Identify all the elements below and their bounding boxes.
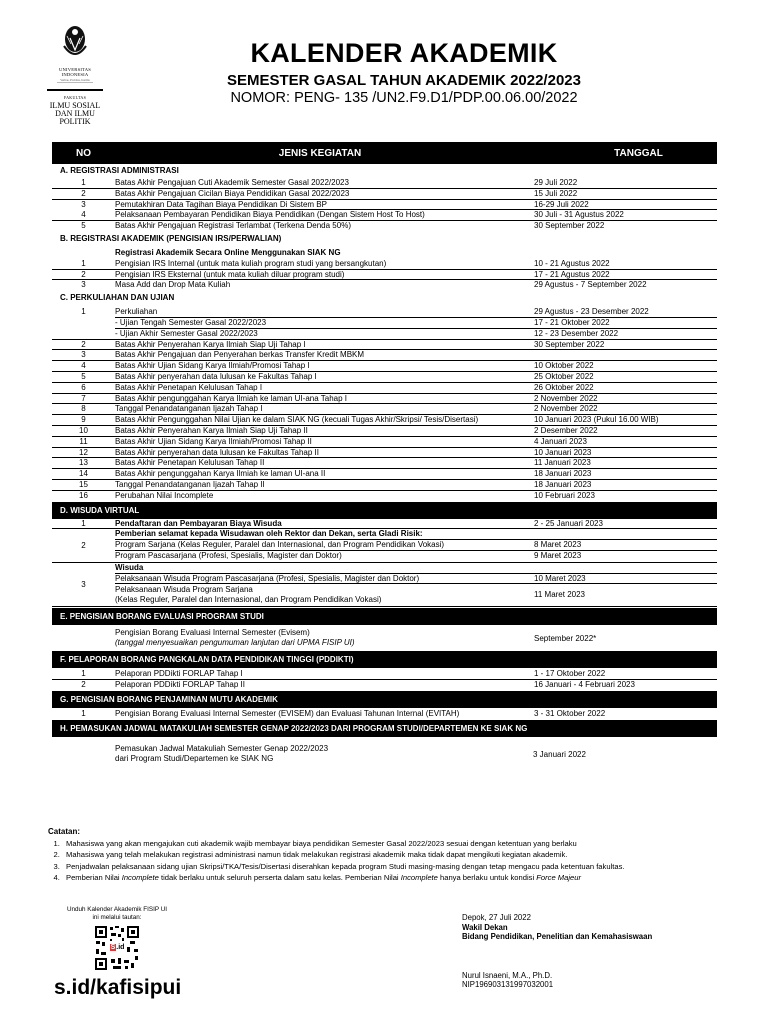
notes-title: Catatan: [48, 827, 81, 836]
table-row: 1 Pelaporan PDDikti FORLAP Tahap I 1 - 17 Oktober 2022 [52, 669, 717, 680]
faculty-name: ILMU SOSIAL DAN ILMU POLITIK [49, 100, 101, 126]
table-row: 13 Batas Akhir Penetapan Kelulusan Tahap II 11 Januari 2023 [52, 458, 717, 469]
page-title: KALENDER AKADEMIK [250, 38, 558, 68]
table-row: 1 Pengisian IRS Internal (untuk mata kuliah program studi yang bersangkutan) 10 - 21 Agustus 2022 [52, 259, 717, 270]
table-row: 2 Pengisian IRS Eksternal (untuk mata kuliah diluar program studi) 17 - 21 Agustus 2022 [52, 270, 717, 281]
table-row: 3 Pemutakhiran Data Tagihan Biaya Pendidikan Di Sistem BP 16-29 Juli 2022 [52, 200, 717, 211]
table-row: 2 Pelaporan PDDikti FORLAP Tahap II 16 Januari - 4 Februari 2023 [81, 680, 635, 690]
university-name: UNIVERSITAS INDONESIA [59, 67, 91, 77]
page-subtitle: SEMESTER GASAL TAHUN AKADEMIK 2022/2023 [227, 72, 581, 89]
table-row: 16 Perubahan Nilai Incomplete 10 Februari 2023 [79, 490, 595, 500]
wisuda-item-3-group: 3 Wisuda Pelaksanaan Wisuda Program Pascasarjana (Profesi, Spesialis, Magister dan Doktor) 10 Maret 2023 Pelaksanaan Wisuda Program Sarjana (Kelas Reguler, Paralel dan Internasional, dan Program Pendidikan Vokasi) 11 Maret 2023 [52, 563, 717, 608]
table-row: 6 Batas Akhir Penetapan Kelulusan Tahap I 26 Oktober 2022 [52, 383, 717, 394]
section-b-title: B. REGISTRASI AKADEMIK (PENGISIAN IRS/PERWALIAN) [60, 233, 282, 243]
table-row: Program Sarjana (Kelas Reguler, Paralel dan Internasional, dan Program Pendidikan Vokasi) 8 Maret 2023 [115, 540, 717, 551]
note-item: 4. Pemberian Nilai Incomplete tidak berlaku untuk seluruh perserta dalam satu kelas. Pemberian Nilai Incomplete hanya berlaku untuk kondisi Force Majeur [62, 872, 738, 884]
table-row: 14 Batas Akhir pengunggahan Karya Ilmiah ke laman UI-ana II 18 Januari 2023 [52, 469, 717, 480]
table-row: 5 Batas Akhir penyerahan data lulusan ke Fakultas Tahap I 25 Oktober 2022 [52, 372, 717, 383]
table-row: 12 Batas Akhir penyerahan data lulusan ke Fakultas Tahap II 10 Januari 2023 [52, 448, 717, 459]
section-a-title: A. REGISTRASI ADMINISTRASI [60, 166, 179, 175]
table-row: 4 Batas Akhir Ujian Sidang Karya Ilmiah/Promosi Tahap I 10 Oktober 2022 [52, 361, 717, 372]
university-motto: Veritas, Probitas, Iustitia [57, 78, 93, 83]
signer-name: Nurul Isnaeni, M.A., Ph.D. [462, 970, 553, 980]
section-c-title: C. PERKULIAHAN DAN UJIAN [60, 293, 175, 303]
signature-block [462, 913, 652, 990]
place-date: Depok, 27 Juli 2022 [462, 913, 531, 922]
section-e-title: E. PENGISIAN BORANG EVALUASI PROGRAM STUDI [52, 608, 717, 625]
table-header [52, 142, 717, 164]
signer-position: Wakil Dekan [462, 922, 508, 932]
table-row: 4 Pelaksanaan Pembayaran Pendidikan Biaya Pendidikan (Dengan Sistem Host To Host) 30 Juli - 31 Agustus 2022 [52, 210, 717, 221]
table-row: 1 Pendaftaran dan Pembayaran Biaya Wisuda 2 - 25 Januari 2023 [52, 519, 717, 530]
download-caption-2: ini melalui tautan: [92, 914, 142, 921]
short-link[interactable]: s.id/kafisipui [54, 976, 182, 999]
notes-section [48, 826, 738, 884]
section-g-title: G. PENGISIAN BORANG PENJAMINAN MUTU AKADEMIK [52, 691, 717, 708]
note-item: 2. Mahasiswa yang telah melakukan registrasi administrasi namun tidak melakukan registrasi akademik maka tidak dapat mengikuti kegiatan akademik. [62, 849, 738, 861]
table-row: 11 Batas Akhir Ujian Sidang Karya Ilmiah/Promosi Tahap II 4 Januari 2023 [52, 437, 717, 448]
table-row: Pengisian Borang Evaluasi Internal Semester (Evisem) (tanggal menyesuaikan pengumuman lanjutan dari UPMA FISIP UI) September 2022* [115, 628, 597, 648]
table-row: 1 Pengisian Borang Evaluasi Internal Semester (EVISEM) dan Evaluasi Tahunan Internal (EVITAH) 3 - 31 Oktober 2022 [81, 708, 606, 718]
ui-fisip-logo [40, 24, 110, 126]
download-info [52, 906, 182, 971]
table-row: Pemasukan Jadwal Matakuliah Semester Genap 2022/2023 dari Program Studi/Departemen ke SIAK NG 3 Januari 2022 [115, 743, 586, 763]
table-row: 3 Masa Add dan Drop Mata Kuliah 29 Agustus - 7 September 2022 [81, 280, 647, 290]
note-item: 1. Mahasiswa yang akan mengajukan cuti akademik wajib membayar biaya pendidikan Semester Gasal 2022/2023 sesuai dengan ketentuan yang berlaku [62, 838, 738, 850]
section-h-title: H. PEMASUKAN JADWAL MATAKULIAH SEMESTER GENAP 2022/2023 DARI PROGRAM STUDI/DEPARTEMEN KE SIAK NG [52, 720, 717, 737]
qr-code-icon[interactable] [94, 925, 140, 971]
signer-nip: NIP196903131997032001 [462, 980, 554, 989]
faculty-label: FAKULTAS [63, 94, 87, 100]
section-f-title: F. PELAPORAN BORANG PANGKALAN DATA PENDIDIKAN TINGGI (PDDIKTI) [52, 651, 717, 668]
qr-badge: S.id [108, 942, 126, 953]
table-row: 10 Batas Akhir Penyerahan Karya Ilmiah Siap Uji Tahap II 2 Desember 2022 [52, 426, 717, 437]
table-row: Program Pascasarjana (Profesi, Spesialis, Magister dan Doktor) 9 Maret 2023 [115, 550, 582, 560]
table-row: 2 Batas Akhir Penyerahan Karya Ilmiah Siap Uji Tahap I 30 September 2022 [52, 340, 717, 351]
table-row: 2 Batas Akhir Pengajuan Cicilan Biaya Pendidikan Gasal 2022/2023 15 Juli 2022 [52, 189, 717, 200]
table-row: 15 Tanggal Penandatanganan Ijazah Tahap II 18 Januari 2023 [52, 480, 717, 491]
note-item: 3. Penjadwalan pelaksanaan sidang ujian Skripsi/TKA/Tesis/Disertasi diserahkan kepada program Studi masing-masing dengan tetap mengacu pada ketentuan fakultas. [62, 861, 738, 873]
table-row: - Ujian Akhir Semester Gasal 2022/2023 12 - 23 Desember 2022 [52, 329, 717, 340]
download-caption-1: Unduh Kalender Akademik FISIP UI [67, 906, 167, 913]
table-row: Pelaksanaan Wisuda Program Pascasarjana (Profesi, Spesialis, Magister dan Doktor) 10 Maret 2023 [115, 574, 717, 585]
table-row: 9 Batas Akhir Pengunggahan Nilai Ujian ke dalam SIAK NG (kecuali Tugas Akhir/Skripsi/ Tesis/Disertasi) 10 Januari 2023 (Pukul 16.00 WIB) [52, 415, 717, 426]
table-row: - Ujian Tengah Semester Gasal 2022/2023 17 - 21 Oktober 2022 [52, 318, 717, 329]
table-row: 7 Batas Akhir pengunggahan Karya Ilmiah ke laman UI-ana Tahap I 2 November 2022 [52, 394, 717, 405]
table-row: 5 Batas Akhir Pengajuan Registrasi Terlambat (Terkena Denda 50%) 30 September 2022 [81, 221, 605, 231]
table-row: 1 Perkuliahan 29 Agustus - 23 Desember 2022 [52, 307, 717, 318]
table-row: 3 Batas Akhir Pengajuan dan Penyerahan berkas Transfer Kredit MBKM [52, 350, 717, 361]
table-row: Pelaksanaan Wisuda Program Sarjana (Kelas Reguler, Paralel dan Internasional, dan Program Pendidikan Vokasi) 11 Maret 2023 [115, 585, 585, 605]
makara-emblem-icon [58, 24, 92, 60]
column-header-kegiatan: JENIS KEGIATAN [278, 147, 362, 159]
table-row: 1 Batas Akhir Pengajuan Cuti Akademik Semester Gasal 2022/2023 29 Juli 2022 [52, 178, 717, 189]
academic-calendar-table [52, 142, 717, 767]
signer-division: Bidang Pendidikan, Penelitian dan Kemahasiswaan [462, 932, 653, 941]
document-number: NOMOR: PENG- 135 /UN2.F9.D1/PDP.00.06.00/2022 [230, 90, 578, 106]
logo-divider [47, 89, 103, 91]
column-header-no: NO [76, 147, 91, 159]
section-d-title: D. WISUDA VIRTUAL [52, 502, 717, 519]
section-b-subheading: Registrasi Akademik Secara Online Menggunakan SIAK NG [115, 247, 341, 257]
table-row: 8 Tanggal Penandatanganan Ijazah Tahap I 2 November 2022 [52, 404, 717, 415]
wisuda-item-2-group: 2 Pemberian selamat kepada Wisudawan oleh Rektor dan Dekan, serta Gladi Risik: Program Sarjana (Kelas Reguler, Paralel dan Internasional, dan Program Pendidikan Vokasi) 8 Maret 2023 Program Pascasarjana (Profesi, Spesialis, Magister dan Doktor) 9 Maret 2023 [52, 529, 717, 562]
column-header-tanggal: TANGGAL [614, 147, 663, 159]
